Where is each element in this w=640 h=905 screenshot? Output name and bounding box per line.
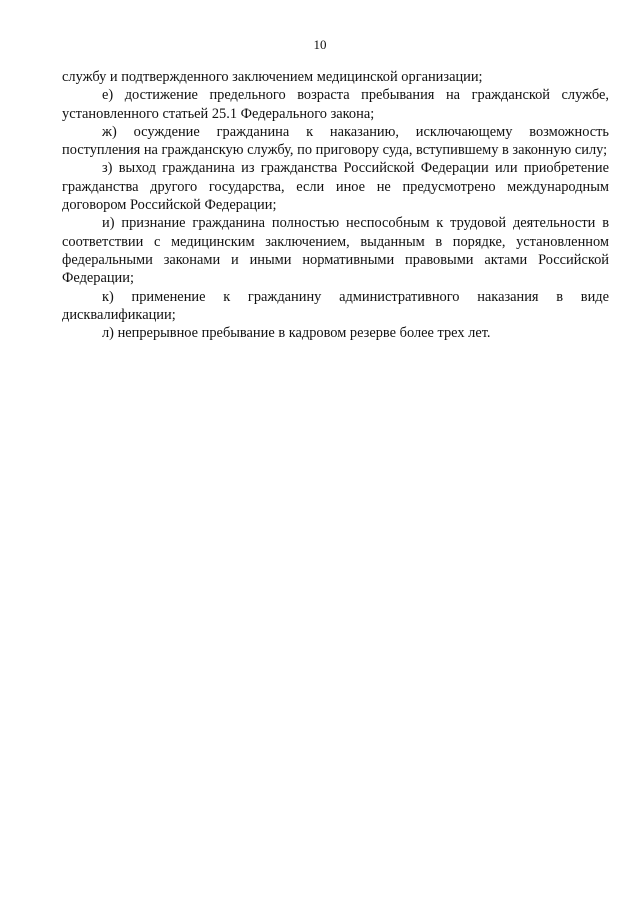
paragraph-item-zh: ж) осуждение гражданина к наказанию, исключающему возможность поступления на гражданскую службу, по приговору суда, вступившему в законную силу; xyxy=(62,123,609,159)
paragraph-item-e: е) достижение предельного возраста пребывания на гражданской службе, установленного статьей 25.1 Федерального закона; xyxy=(62,87,609,122)
document-body xyxy=(62,68,609,342)
paragraph-continuation: службу и подтвержденного заключением медицинской организации; xyxy=(62,69,483,85)
paragraph-item-i: и) признание гражданина полностью неспособным к трудовой деятельности в соответствии с медицинским заключением, выданным в порядке, установленном федеральными законами и иными нормативными правовыми актами Российской Федерации; xyxy=(62,215,609,287)
paragraph-item-k: к) применение к гражданину административного наказания в виде дисквалификации; xyxy=(62,288,609,323)
paragraph-item-z: з) выход гражданина из гражданства Российской Федерации или приобретение гражданства другого государства, если иное не предусмотрено международным договором Российской Федерации; xyxy=(62,160,609,214)
paragraph-item-l: л) непрерывное пребывание в кадровом резерве более трех лет. xyxy=(102,325,491,342)
page-number: 10 xyxy=(313,37,327,52)
